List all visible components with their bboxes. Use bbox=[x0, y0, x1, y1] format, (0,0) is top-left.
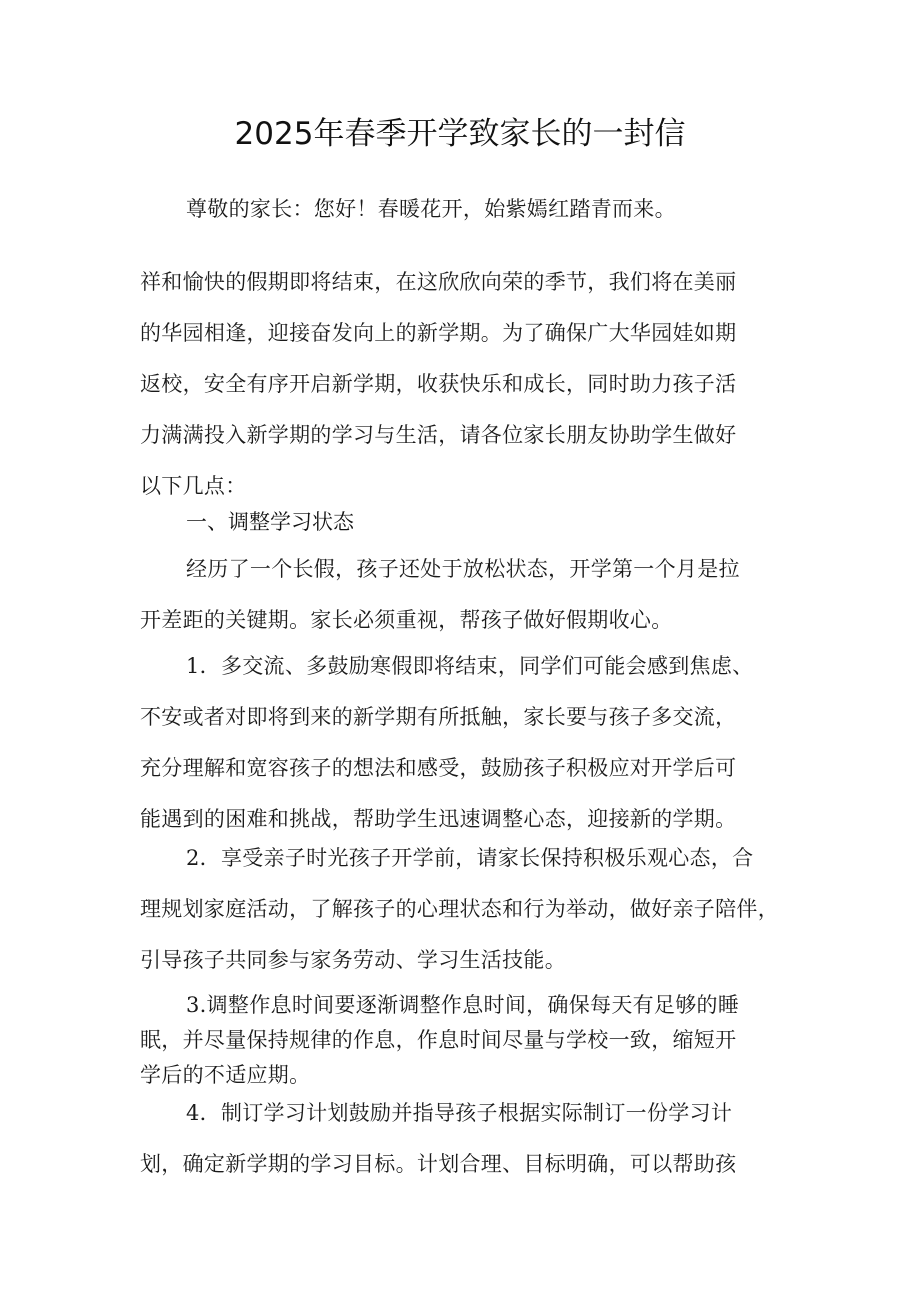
item-1-paragraph bbox=[140, 641, 790, 845]
item-1-line: 充分理解和宽容孩子的想法和感受，鼓励孩子积极应对开学后可 bbox=[140, 756, 737, 780]
intro-line: 以下几点： bbox=[140, 474, 247, 498]
section1-intro-line: 开差距的关键期。家长必须重视，帮孩子做好假期收心。 bbox=[140, 608, 673, 632]
item-2-line: 2．享受亲子时光孩子开学前，请家长保持积极乐观心态，合 bbox=[186, 846, 754, 870]
greeting-line: 尊敬的家长：您好！春暖花开，始紫嫣红踏青而来。 bbox=[186, 197, 676, 221]
item-1-line: 能遇到的困难和挑战，帮助学生迅速调整心态，迎接新的学期。 bbox=[140, 807, 737, 831]
section-heading-1: 一、调整学习状态 bbox=[186, 510, 354, 534]
intro-line: 返校，安全有序开启新学期，收获快乐和成长，同时助力孩子活 bbox=[140, 372, 737, 396]
intro-paragraph bbox=[140, 257, 790, 512]
item-3-paragraph bbox=[140, 988, 790, 1093]
item-2-paragraph bbox=[140, 833, 790, 986]
intro-line: 力满满投入新学期的学习与生活，请各位家长朋友协助学生做好 bbox=[140, 423, 737, 447]
item-1-line: 不安或者对即将到来的新学期有所抵触，家长要与孩子多交流， bbox=[140, 705, 737, 729]
item-4-line: 4．制订学习计划鼓励并指导孩子根据实际制订一份学习计 bbox=[186, 1101, 733, 1125]
section1-intro-paragraph bbox=[140, 544, 790, 646]
item-2-line: 引导孩子共同参与家务劳动、学习生活技能。 bbox=[140, 948, 566, 972]
section1-intro-line: 经历了一个长假，孩子还处于放松状态，开学第一个月是拉 bbox=[186, 557, 740, 581]
item-3-line: 眠，并尽量保持规律的作息，作息时间尽量与学校一致，缩短开 bbox=[140, 1028, 737, 1052]
item-3-line: 3.调整作息时间要逐渐调整作息时间，确保每天有足够的睡 bbox=[186, 993, 740, 1017]
intro-line: 祥和愉快的假期即将结束，在这欣欣向荣的季节，我们将在美丽 bbox=[140, 270, 737, 294]
item-4-line: 划，确定新学期的学习目标。计划合理、目标明确，可以帮助孩 bbox=[140, 1152, 737, 1176]
document-title: 2025年春季开学致家长的一封信 bbox=[234, 116, 686, 152]
item-2-line: 理规划家庭活动，了解孩子的心理状态和行为举动，做好亲子陪伴， bbox=[140, 897, 779, 921]
item-1-line: 1．多交流、多鼓励寒假即将结束，同学们可能会感到焦虑、 bbox=[186, 654, 754, 678]
intro-line: 的华园相逢，迎接奋发向上的新学期。为了确保广大华园娃如期 bbox=[140, 321, 737, 345]
item-4-paragraph bbox=[140, 1088, 790, 1190]
item-3-line: 学后的不适应期。 bbox=[140, 1063, 311, 1087]
